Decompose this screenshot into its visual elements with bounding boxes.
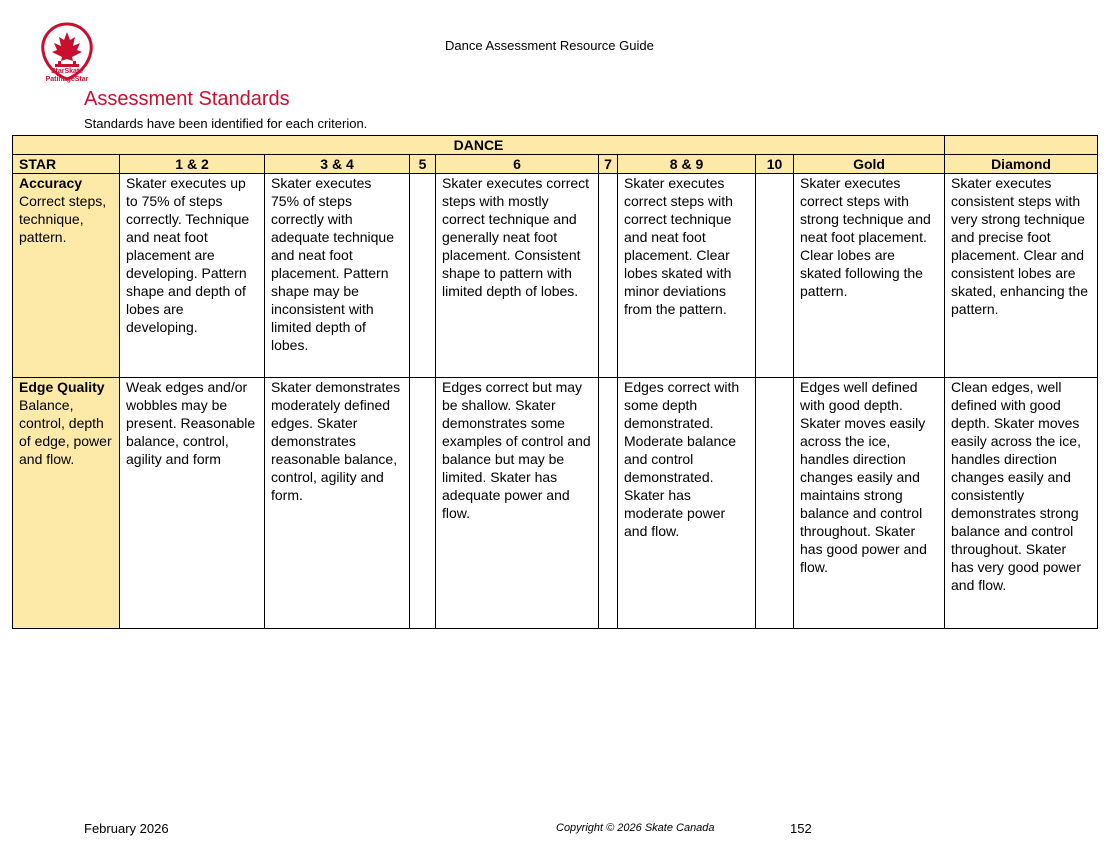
table-row [13,174,1098,378]
column-header-diamond: Diamond [945,155,1098,174]
section-title: Assessment Standards [84,88,290,110]
table-cell: Skater executes 75% of steps correctly with adequate technique and neat foot placement. Pattern shape may be inconsistent with limited depth of lobes. [265,174,410,378]
dance-group-header: DANCE [13,136,945,155]
footer-copyright: Copyright © 2026 Skate Canada [556,822,715,834]
column-header-6: 6 [436,155,599,174]
column-header-1-2: 1 & 2 [120,155,265,174]
empty-header-cell [945,136,1098,155]
table-cell: Weak edges and/or wobbles may be present. Reasonable balance, control, agility and form [120,378,265,629]
page-number: 152 [790,821,812,836]
table-cell: Skater executes correct steps with correct technique and neat foot placement. Clear lobes skated with minor deviations from the pattern. [618,174,756,378]
footer-date: February 2026 [84,821,169,836]
assessment-standards-table [12,135,1098,629]
criterion-cell [13,174,120,378]
table-cell: Clean edges, well defined with good depth. Skater moves easily across the ice, handles direction changes easily and consistently demonstrates strong balance and control throughout. Skater has very good power and flow. [945,378,1098,629]
column-header-3-4: 3 & 4 [265,155,410,174]
criterion-name: Accuracy [19,175,83,191]
criterion-description: Balance, control, depth of edge, power and flow. [19,397,112,467]
column-header-5: 5 [410,155,436,174]
criterion-description: Correct steps, technique, pattern. [19,193,107,245]
section-subtitle: Standards have been identified for each criterion. [84,116,368,131]
criterion-cell [13,378,120,629]
table-cell [410,174,436,378]
table-cell: Skater demonstrates moderately defined edges. Skater demonstrates reasonable balance, control, agility and form. [265,378,410,629]
table-cell [599,174,618,378]
column-header-7: 7 [599,155,618,174]
table-cell: Skater executes up to 75% of steps correctly. Technique and neat foot placement are developing. Pattern shape and depth of lobes are developing. [120,174,265,378]
logo-wordmark: StarSkate PatinageStar [45,68,89,83]
column-header-star: STAR [13,155,120,174]
table-row [13,378,1098,629]
document-title: Dance Assessment Resource Guide [445,38,654,53]
column-header-gold: Gold [794,155,945,174]
criterion-name: Edge Quality [19,379,105,395]
table-cell [756,378,794,629]
table-cell [599,378,618,629]
table-cell: Edges correct but may be shallow. Skater demonstrates some examples of control and balance but may be limited. Skater has adequate power and flow. [436,378,599,629]
table-cell: Edges well defined with good depth. Skater moves easily across the ice, handles direction changes easily and maintains strong balance and control throughout. Skater has good power and flow. [794,378,945,629]
table-cell [410,378,436,629]
table-cell: Skater executes correct steps with strong technique and neat foot placement. Clear lobes are skated following the pattern. [794,174,945,378]
table-cell: Skater executes correct steps with mostly correct technique and generally neat foot placement. Consistent shape to pattern with limited depth of lobes. [436,174,599,378]
table-cell: Edges correct with some depth demonstrated. Moderate balance and control demonstrated. Skater has moderate power and flow. [618,378,756,629]
column-header-8-9: 8 & 9 [618,155,756,174]
column-header-10: 10 [756,155,794,174]
table-cell: Skater executes consistent steps with very strong technique and precise foot placement. Clear and consistent lobes are skated, enhancing the pattern. [945,174,1098,378]
table-cell [756,174,794,378]
